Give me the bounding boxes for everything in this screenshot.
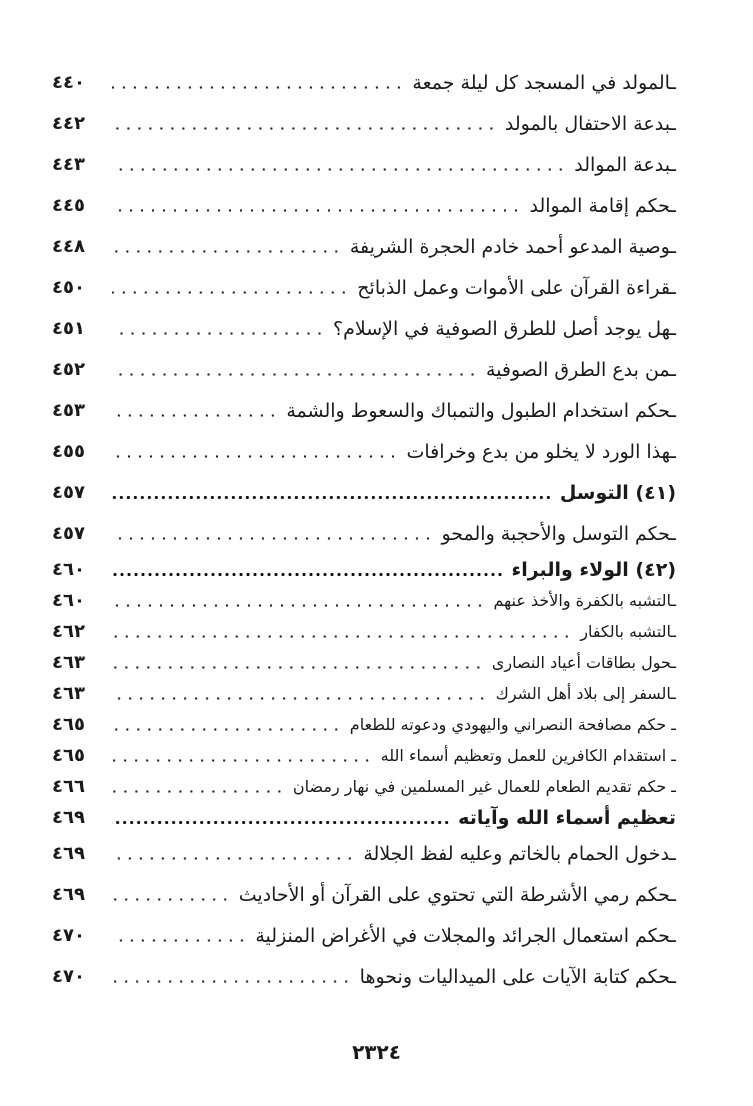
toc-entry-title: ـبدعة الاحتفال بالمولد — [504, 112, 676, 135]
toc-section-heading — [52, 554, 676, 585]
dot-leader — [112, 758, 373, 763]
dot-leader — [112, 696, 488, 701]
toc-entry-page: ٤٦٦ — [52, 776, 85, 797]
toc-entry — [52, 185, 676, 226]
dot-leader — [112, 372, 478, 377]
dot-leader — [112, 126, 497, 131]
toc-entry — [52, 349, 676, 390]
toc-entry — [52, 267, 676, 308]
toc-entry-page: ٤٦٠ — [52, 590, 85, 611]
toc-entry-title: ـ حكم مصافحة النصراني واليهودي ودعوته للطعام — [349, 715, 676, 734]
toc-entry — [52, 833, 676, 874]
toc-entry — [52, 647, 676, 678]
dot-leader — [112, 495, 552, 500]
dot-leader — [112, 856, 355, 861]
dot-leader — [112, 665, 484, 670]
dot-leader — [112, 634, 572, 639]
dot-leader — [112, 979, 352, 984]
toc-entry — [52, 431, 676, 472]
toc-entry-page: ٤٤٣ — [52, 154, 85, 175]
dot-leader — [112, 85, 404, 90]
toc-entry-title: ـالسفر إلى بلاد أهل الشرك — [495, 684, 676, 703]
toc-entry-page: ٤٥٧ — [52, 523, 85, 544]
toc-entry-page: ٤٧٠ — [52, 966, 85, 987]
toc-entry-title: ـحكم إقامة الموالد — [529, 194, 676, 217]
toc-entry-title: ـالتشبه بالكفرة والأخذ عنهم — [493, 591, 676, 610]
toc-entry-page: ٤٤٢ — [52, 113, 85, 134]
toc-section-heading — [52, 802, 676, 833]
toc-entry — [52, 308, 676, 349]
toc-entry-title: ـبدعة الموالد — [574, 153, 676, 176]
toc-entry-title: ـحكم استعمال الجرائد والمجلات في الأغراض المنزلية — [255, 924, 676, 947]
toc-entry-page: ٤٥٧ — [52, 482, 85, 503]
toc-entry-title: ـحكم رمي الأشرطة التي تحتوي على القرآن أو الأحاديث — [238, 883, 676, 906]
page-number: ٢٣٢٤ — [352, 1040, 401, 1064]
toc-entry-title: ـحكم كتابة الآيات على الميداليات ونحوها — [359, 965, 676, 988]
toc-entry-page: ٤٦٩ — [52, 807, 85, 828]
toc-entry — [52, 678, 676, 709]
toc-entry-title: ـهل يوجد أصل للطرق الصوفية في الإسلام؟ — [333, 317, 676, 340]
toc-entry-page: ٤٤٠ — [52, 72, 85, 93]
dot-leader — [112, 290, 349, 295]
toc-entry — [52, 62, 676, 103]
toc-entry-page: ٤٦٣ — [52, 652, 85, 673]
toc-entry-title: ـمن بدع الطرق الصوفية — [486, 358, 676, 381]
toc-entry-title: ـدخول الحمام بالخاتم وعليه لفظ الجلالة — [363, 842, 676, 865]
toc-entry-page: ٤٥٥ — [52, 441, 85, 462]
toc-entry-page: ٤٦٥ — [52, 745, 85, 766]
toc-entry-page: ٤٥١ — [52, 318, 85, 339]
toc-entry-title: ـالمولد في المسجد كل ليلة جمعة — [412, 71, 676, 94]
toc-entry-page: ٤٧٠ — [52, 925, 85, 946]
toc-entry-page: ٤٦٥ — [52, 714, 85, 735]
toc-entry-page: ٤٦٩ — [52, 884, 85, 905]
toc-entry — [52, 709, 676, 740]
toc-entry-page: ٤٦٩ — [52, 843, 85, 864]
toc-entry — [52, 390, 676, 431]
toc-entry-page: ٤٥٠ — [52, 277, 85, 298]
toc-section-heading — [52, 472, 676, 513]
toc-entry — [52, 740, 676, 771]
toc-entry-page: ٤٥٣ — [52, 400, 85, 421]
dot-leader — [112, 897, 231, 902]
toc-entry — [52, 874, 676, 915]
toc-entry-title: ـهذا الورد لا يخلو من بدع وخرافات — [406, 440, 676, 463]
dot-leader — [112, 603, 485, 608]
dot-leader — [112, 572, 504, 577]
toc-entry — [52, 144, 676, 185]
toc-entry-page: ٤٦٣ — [52, 683, 85, 704]
dot-leader — [112, 331, 325, 336]
toc-entry — [52, 771, 676, 802]
toc-entry — [52, 956, 676, 997]
toc-entry-title: ـ استقدام الكافرين للعمل وتعظيم أسماء الله — [380, 746, 676, 765]
toc-entry — [52, 616, 676, 647]
dot-leader — [112, 208, 522, 213]
toc-entry — [52, 226, 676, 267]
toc-entry-title: ـوصية المدعو أحمد خادم الحجرة الشريفة — [349, 235, 676, 258]
dot-leader — [112, 167, 566, 172]
toc-entry-title: ـ حكم تقديم الطعام للعمال غير المسلمين في نهار رمضان — [292, 777, 676, 796]
table-of-contents — [52, 62, 676, 997]
dot-leader — [112, 938, 247, 943]
toc-entry-title: ـحول بطاقات أعياد النصارى — [491, 653, 676, 672]
dot-leader — [112, 727, 342, 732]
toc-entry — [52, 585, 676, 616]
dot-leader — [112, 820, 450, 825]
toc-entry-title: ـحكم استخدام الطبول والتمباك والسعوط والشمة — [286, 399, 676, 422]
dot-leader — [112, 536, 433, 541]
toc-entry-title: ـقراءة القرآن على الأموات وعمل الذبائح — [357, 276, 676, 299]
toc-entry-page: ٤٦٢ — [52, 621, 85, 642]
dot-leader — [112, 413, 278, 418]
toc-section-title: (٤٢) الولاء والبراء — [511, 558, 676, 581]
toc-entry-page: ٤٤٥ — [52, 195, 85, 216]
toc-entry — [52, 103, 676, 144]
toc-section-title: تعظيم أسماء الله وآياته — [458, 806, 676, 829]
toc-entry-page: ٤٦٠ — [52, 559, 85, 580]
toc-section-title: (٤١) التوسل — [559, 481, 676, 504]
toc-entry — [52, 513, 676, 554]
toc-entry — [52, 915, 676, 956]
toc-entry-title: ـحكم التوسل والأحجبة والمحو — [441, 522, 676, 545]
dot-leader — [112, 454, 398, 459]
toc-entry-page: ٤٥٢ — [52, 359, 85, 380]
dot-leader — [112, 789, 285, 794]
toc-entry-page: ٤٤٨ — [52, 236, 85, 257]
dot-leader — [112, 249, 342, 254]
toc-entry-title: ـالتشبه بالكفار — [580, 622, 676, 641]
